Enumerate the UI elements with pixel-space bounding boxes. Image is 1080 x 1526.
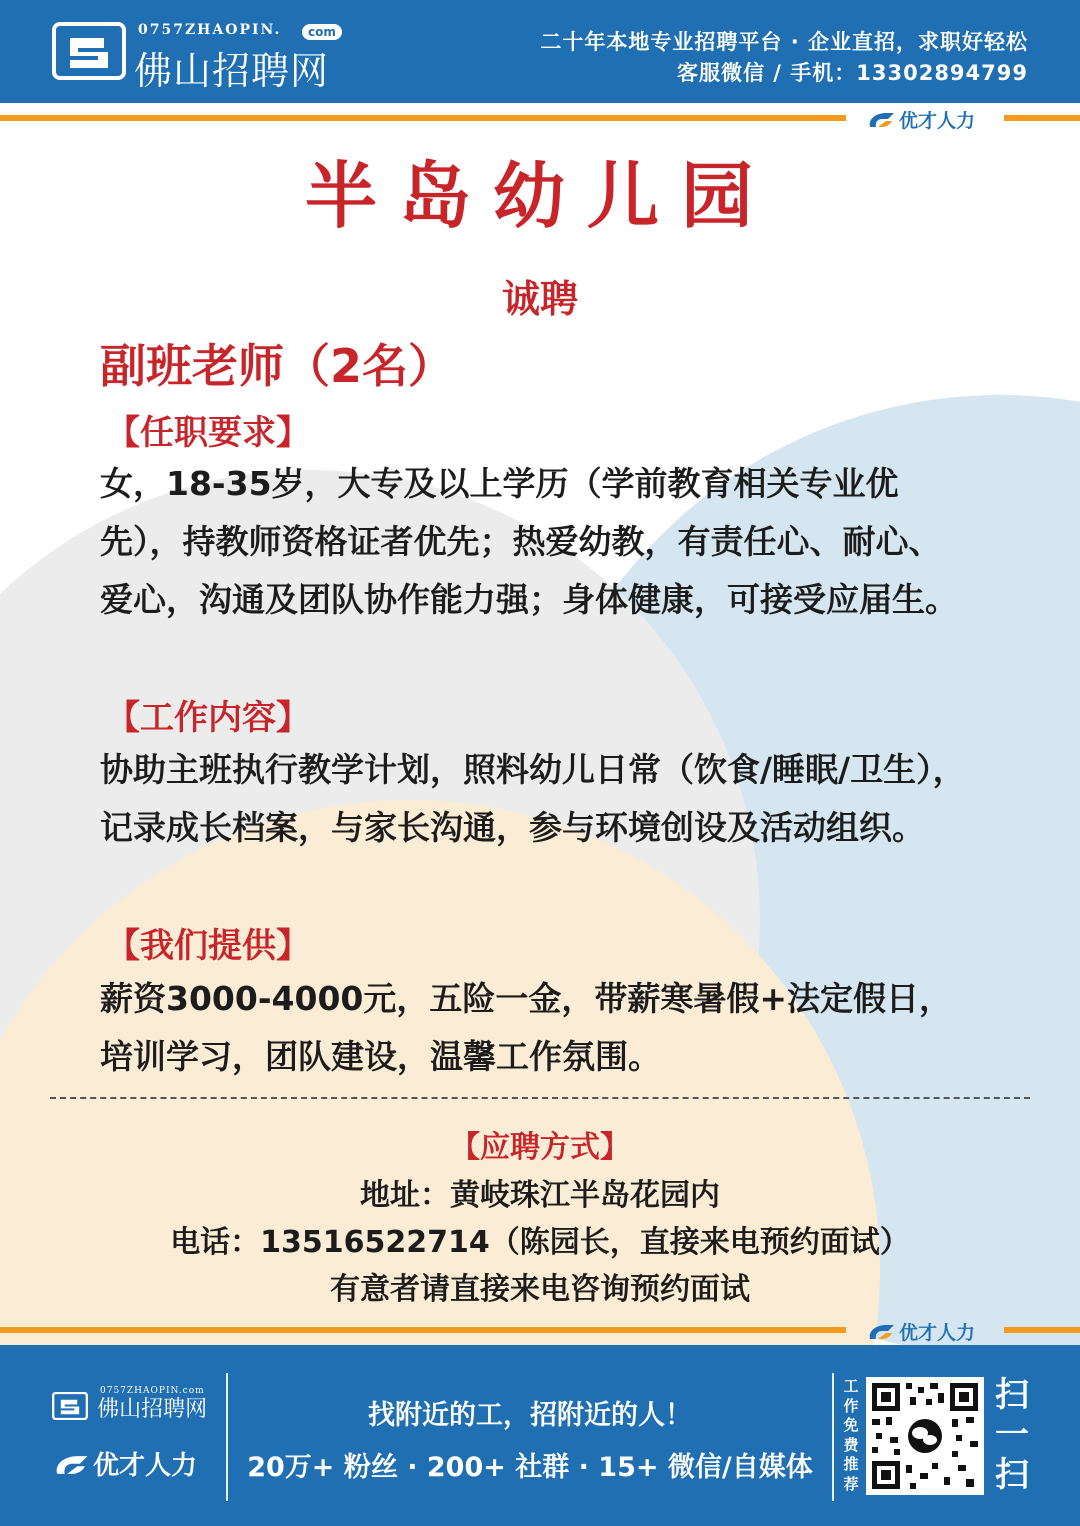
position-title: 副班老师（2名） [100,339,455,393]
site-logo-com-badge: com [302,24,342,40]
apply-address: 地址：黄岐珠江半岛花园内 [360,1178,720,1213]
header-contact: 客服微信 / 手机：13302894799 [676,61,1028,85]
brand-tag-text: 优才人力 [899,1322,976,1344]
site-logo-icon [52,22,126,80]
footer-stats: 20万+ 粉丝 · 200+ 社群 · 15+ 微信/自媒体 [247,1452,813,1483]
brand-tag-bottom [866,1318,975,1345]
section-heading-benefits: 【我们提供】 [106,926,310,966]
header-tagline: 二十年本地专业招聘平台 · 企业直招，求职好轻松 [540,30,1028,54]
footer-banner [0,1345,1080,1526]
orange-rule-bottom-left [0,1327,846,1333]
brand-tag-text: 优才人力 [899,110,976,132]
scan-label: 扫一扫 [995,1375,1029,1495]
section-heading-requirements: 【任职要求】 [106,413,310,453]
apply-note: 有意者请直接来电咨询预约面试 [330,1272,750,1307]
youcai-logo-icon [866,111,896,129]
qr-code-icon[interactable] [866,1377,984,1495]
footer-divider-left [226,1373,228,1501]
section-text-requirements: 女，18-35岁，大专及以上学历（学前教育相关专业优先），持教师资格证者优先；热爱幼教，有责任心、耐心、爱心，沟通及团队协作能力强；身体健康，可接受应届生。 [100,464,958,619]
school-name-title: 半岛幼儿园 [304,154,775,238]
footer-logo-domain: 0757ZHAOPIN.com [100,1386,205,1396]
orange-rule-bottom-right [1004,1327,1080,1333]
dashed-divider [50,1097,1030,1099]
site-logo-domain: 0757ZHAOPIN. [138,22,282,38]
orange-rule-top-left [0,115,846,121]
header-banner [0,0,1080,103]
footer-slogan: 找附近的工，招附近的人！ [368,1400,692,1431]
footer-youcai-logo [52,1445,197,1482]
apply-heading: 【应聘方式】 [450,1130,630,1165]
footer-logo2-text: 优才人力 [93,1451,198,1481]
apply-phone: 电话：13516522714（陈园长，直接来电预约面试） [170,1225,910,1260]
footer-divider-right [832,1373,834,1501]
orange-rule-top-right [1004,115,1080,121]
section-heading-duties: 【工作内容】 [106,698,310,738]
section-text-duties: 协助主班执行教学计划，照料幼儿日常（饮食/睡眠/卫生），记录成长档案，与家长沟通，参与环境创设及活动组织。 [100,750,966,847]
site-logo-icon [52,1392,88,1420]
footer-logo-name: 佛山招聘网 [97,1397,208,1422]
footer-site-logo [52,1386,208,1423]
section-text-benefits: 薪资3000-4000元，五险一金，带薪寒暑假+法定假日，培训学习，团队建设，温馨工作氛围。 [100,979,953,1076]
youcai-logo-icon [52,1453,90,1477]
hiring-subtitle: 诚聘 [501,277,578,321]
youcai-logo-icon [866,1323,896,1341]
footer-vertical-label: 工作免费推荐 [843,1377,859,1493]
site-logo-name: 佛山招聘网 [134,49,330,93]
brand-tag-top [866,106,975,133]
